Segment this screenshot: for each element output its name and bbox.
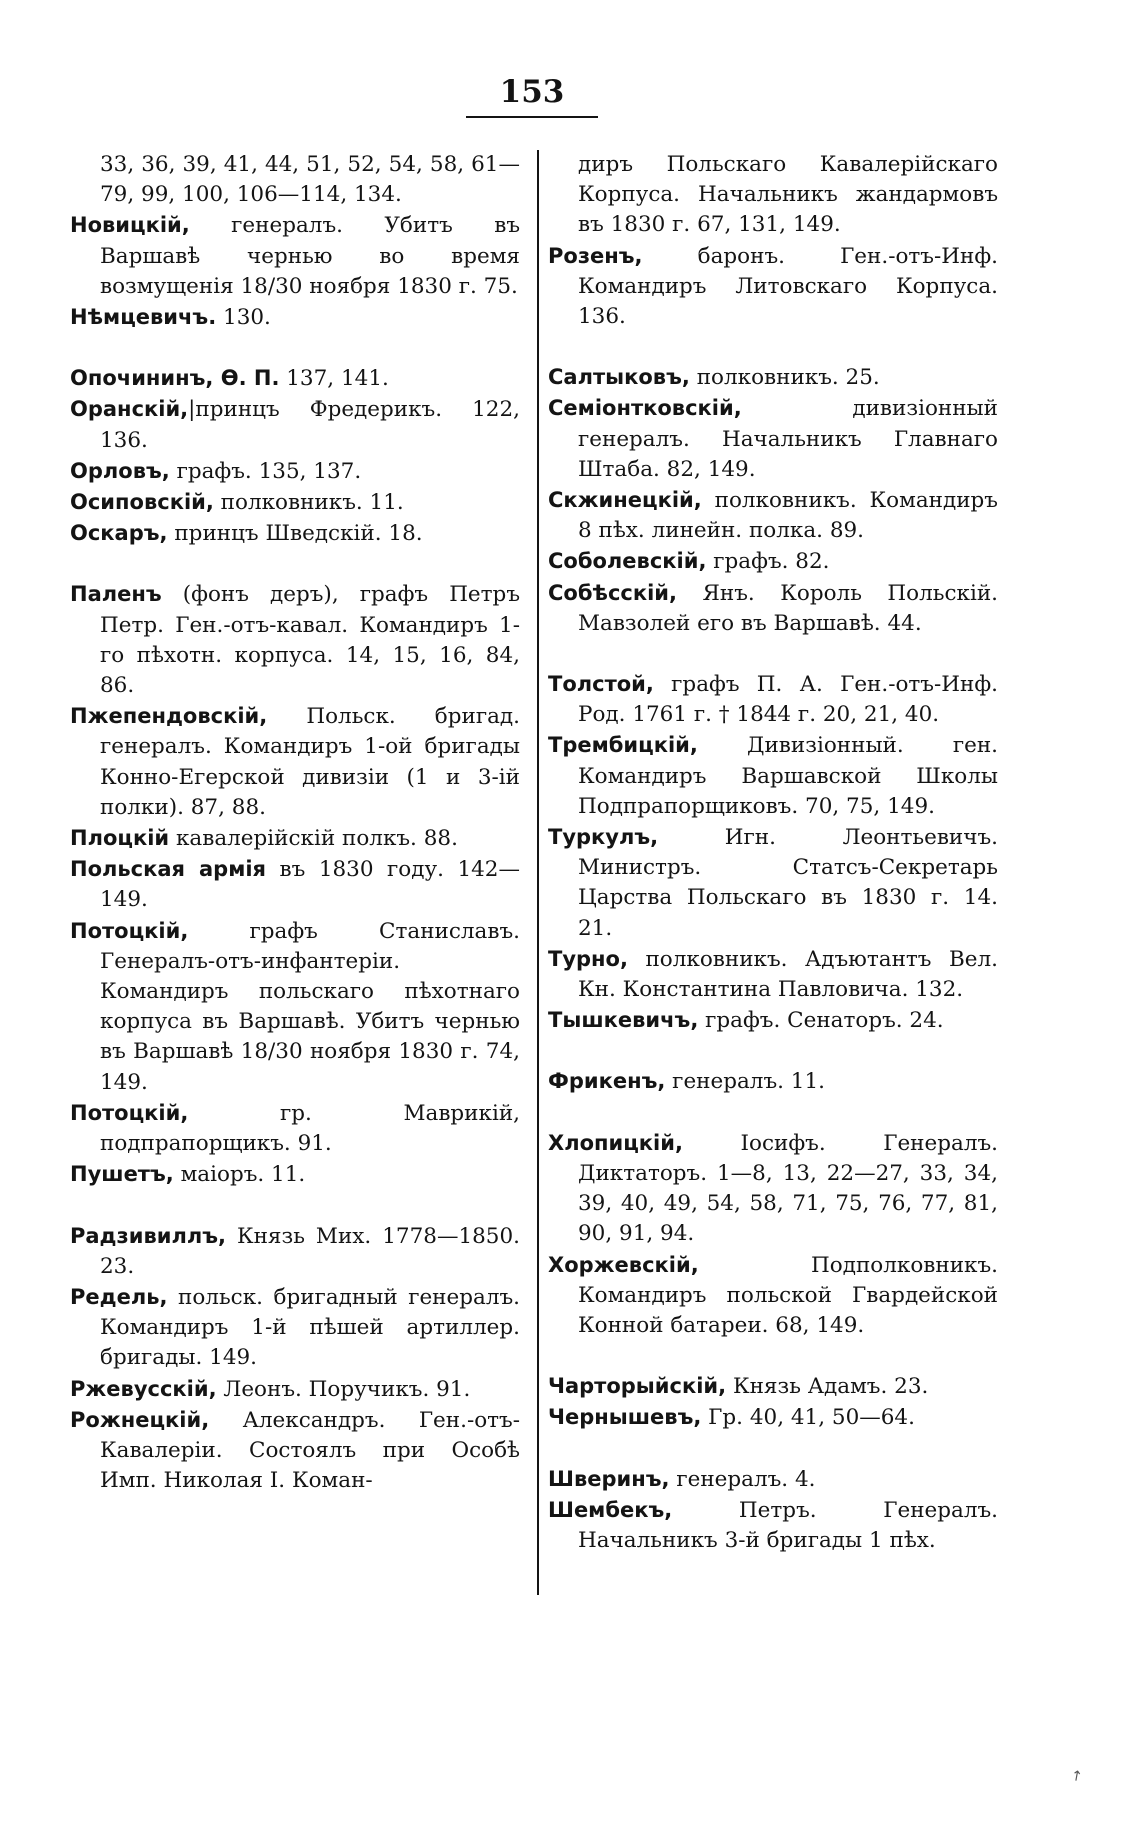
entry-text: графъ П. А. Ген.-отъ-Инф. Род. 1761 г. † 1844 г. 20, 21, 40. — [578, 672, 998, 728]
entry-text: въ 1830 году. 142—149. — [100, 857, 520, 913]
entry-text: графъ. 82. — [706, 549, 830, 575]
entry-name: Салтыковъ, — [548, 365, 690, 390]
entry-name: Потоцкій, — [70, 1100, 189, 1125]
index-entry — [548, 485, 998, 546]
entry-name: Шембекъ, — [548, 1497, 673, 1522]
index-entry — [548, 546, 998, 577]
entry-name: Оранскій, — [70, 397, 189, 422]
entry-name: Трембицкій, — [548, 733, 698, 758]
index-entry — [70, 1405, 520, 1497]
entry-text: Дивизіонный. ген. Командиръ Варшавской Школы Подпрапорщиковъ. 70, 75, 149. — [578, 733, 998, 819]
entry-name: Польская армія — [70, 857, 267, 882]
entry-name: Семіонтковскій, — [548, 396, 742, 421]
entry-name: Скжинецкій, — [548, 488, 702, 513]
entry-name: Чернышевъ, — [548, 1405, 702, 1430]
entry-name: Новицкій, — [70, 213, 190, 238]
entry-name: Розенъ, — [548, 243, 643, 268]
index-entry — [548, 1371, 998, 1402]
entry-name: Фрикенъ, — [548, 1069, 666, 1094]
entry-name: Чарторыйскій, — [548, 1374, 727, 1399]
entry-text: генералъ. 4. — [669, 1466, 816, 1492]
entry-name: Рожнецкій, — [70, 1407, 210, 1432]
entry-text: Польск. бригад. генералъ. Командиръ 1-ой бригады Конно-Егерской дивизіи (1 и 3-ій полки). 87, 88. — [100, 704, 520, 820]
entry-text: диръ Польскаго Кавалерійскаго Корпуса. Начальникъ жандармовъ въ 1830 г. 67, 131, 149. — [578, 152, 998, 238]
index-entry — [70, 1098, 520, 1159]
index-entry — [548, 1464, 998, 1495]
entry-text: графъ. 135, 137. — [169, 458, 362, 484]
entry-name: Паленъ — [70, 582, 162, 607]
entry-name: Хлопицкій, — [548, 1130, 683, 1155]
index-entry — [548, 1005, 998, 1036]
entry-name: Турно, — [548, 946, 628, 971]
entry-text: Петръ. Генералъ. Начальникъ 3-й бригады 1 пѣх. — [578, 1497, 998, 1553]
entry-name: Соболевскій, — [548, 549, 707, 574]
entry-text: (фонъ деръ), графъ Петръ Петр. Ген.-отъ-кавал. Командиръ 1-го пѣхотн. корпуса. 14, 15, 16, 84, 86. — [100, 582, 520, 699]
entry-name: Орловъ, — [70, 458, 170, 483]
index-entry — [548, 1066, 998, 1097]
header-rule — [466, 116, 598, 118]
entry-name: Пжепендовскій, — [70, 704, 268, 729]
entry-text: Подполковникъ. Командиръ польской Гвардейской Конной батареи. 68, 149. — [578, 1252, 998, 1338]
entry-name: Пушетъ, — [70, 1162, 174, 1187]
entry-text: баронъ. Ген.-отъ-Инф. Командиръ Литовскаго Корпуса. 136. — [578, 243, 998, 330]
index-entry — [548, 822, 998, 944]
entry-text: Іосифъ. Генералъ. Диктаторъ. 1—8, 13, 22—27, 33, 34, 39, 40, 49, 54, 58, 71, 75, 76, 77, 81, 90, 91, 94. — [578, 1130, 998, 1247]
entry-text: |принцъ Фредерикъ. 122, 136. — [100, 397, 520, 453]
index-entry — [70, 1221, 520, 1282]
index-entry — [70, 150, 520, 210]
entry-name: Опочининъ, Ѳ. П. — [70, 366, 280, 391]
entry-name: Хоржевскій, — [548, 1252, 699, 1277]
entry-text: генералъ. Убитъ въ Варшавѣ чернью во время возмущенія 18/30 ноября 1830 г. 75. — [100, 213, 520, 299]
index-entry — [70, 210, 520, 302]
index-entry — [70, 487, 520, 518]
entry-name: Радзивиллъ, — [70, 1223, 226, 1248]
entry-name: Осиповскій, — [70, 490, 214, 515]
entry-name: Собѣсскій, — [548, 580, 677, 605]
entry-name: Потоцкій, — [70, 918, 189, 943]
index-entry — [548, 730, 998, 822]
index-entry — [70, 363, 520, 394]
index-entry — [70, 456, 520, 487]
entry-text: польск. бригадный генералъ. Командиръ 1-й пѣшей артиллер. бригады. 149. — [100, 1284, 520, 1371]
index-column-right — [548, 150, 998, 1556]
entry-text: Игн. Леонтьевичъ. Министръ. Статсъ-Секретарь Царства Польскаго въ 1830 г. 14. 21. — [578, 825, 998, 941]
index-entry — [548, 1250, 998, 1342]
entry-text: Леонъ. Поручикъ. 91. — [216, 1376, 471, 1402]
index-entry — [70, 394, 520, 455]
index-entry — [548, 669, 998, 730]
entry-name: Редель, — [70, 1284, 168, 1309]
entry-name: Плоцкій — [70, 826, 170, 851]
entry-name: Туркулъ, — [548, 825, 659, 850]
entry-name: Нѣмцевичъ. — [70, 305, 217, 330]
entry-name: Тышкевичъ, — [548, 1008, 699, 1033]
index-column-left — [70, 150, 520, 1496]
entry-text: Александръ. Ген.-отъ-Кавалеріи. Состоялъ при Особѣ Имп. Николая I. Коман- — [100, 1407, 520, 1494]
index-entry — [70, 1159, 520, 1190]
index-entry — [70, 302, 520, 333]
entry-text: графъ. Сенаторъ. 24. — [698, 1008, 944, 1034]
index-entry — [70, 1282, 520, 1374]
entry-text: полковникъ. Адъютантъ Вел. Кн. Константина Павловича. 132. — [578, 946, 998, 1003]
entry-name: Толстой, — [548, 672, 654, 697]
index-entry — [70, 854, 520, 915]
entry-text: дивизіонный генералъ. Начальникъ Главнаго Штаба. 82, 149. — [578, 396, 998, 482]
index-entry — [548, 1128, 998, 1250]
entry-text: графъ Станиславъ. Генералъ-отъ-инфантеріи. Командиръ польскаго пѣхотнаго корпуса въ Варшавѣ. Убитъ чернью въ Варшавѣ 18/30 ноября 1830 г. 74, 149. — [100, 918, 520, 1095]
entry-text: 33, 36, 39, 41, 44, 51, 52, 54, 58, 61—79, 99, 100, 106—114, 134. — [100, 152, 520, 208]
index-entry — [548, 1402, 998, 1433]
entry-text: принцъ Шведскій. 18. — [167, 521, 423, 547]
index-entry — [70, 823, 520, 854]
index-entry — [70, 518, 520, 549]
index-entry — [70, 701, 520, 823]
index-entry — [548, 1495, 998, 1556]
entry-text: 130. — [216, 305, 271, 331]
entry-text: Князь Адамъ. 23. — [726, 1374, 929, 1400]
entry-text: генералъ. 11. — [665, 1069, 825, 1095]
entry-text: полковникъ. 11. — [213, 490, 404, 516]
index-entry — [548, 362, 998, 393]
entry-text: 137, 141. — [279, 366, 389, 392]
column-divider — [537, 150, 539, 1595]
entry-name: Ржевусскій, — [70, 1376, 217, 1401]
entry-text: Гр. 40, 41, 50—64. — [701, 1405, 915, 1431]
index-entry — [548, 393, 998, 485]
page-number: 153 — [499, 74, 565, 110]
index-entry — [70, 916, 520, 1098]
margin-mark: ↗ — [1067, 1766, 1087, 1786]
entry-name: Шверинъ, — [548, 1466, 670, 1491]
entry-text: Князь Мих. 1778—1850. 23. — [100, 1223, 520, 1279]
index-entry — [548, 241, 998, 333]
entry-text: маіоръ. 11. — [173, 1162, 306, 1188]
index-entry — [70, 1374, 520, 1405]
entry-text: полковникъ. Командиръ 8 пѣх. линейн. полка. 89. — [578, 488, 998, 544]
index-entry — [70, 579, 520, 701]
entry-text: гр. Маврикій, подпрапорщикъ. 91. — [100, 1100, 520, 1157]
entry-name: Оскаръ, — [70, 521, 168, 546]
index-entry — [548, 944, 998, 1005]
entry-text: Янъ. Король Польскій. Мавзолей его въ Варшавѣ. 44. — [578, 580, 998, 636]
index-entry — [548, 150, 998, 241]
entry-text: кавалерійскій полкъ. 88. — [169, 826, 458, 852]
entry-text: полковникъ. 25. — [689, 365, 880, 391]
index-entry — [548, 578, 998, 639]
